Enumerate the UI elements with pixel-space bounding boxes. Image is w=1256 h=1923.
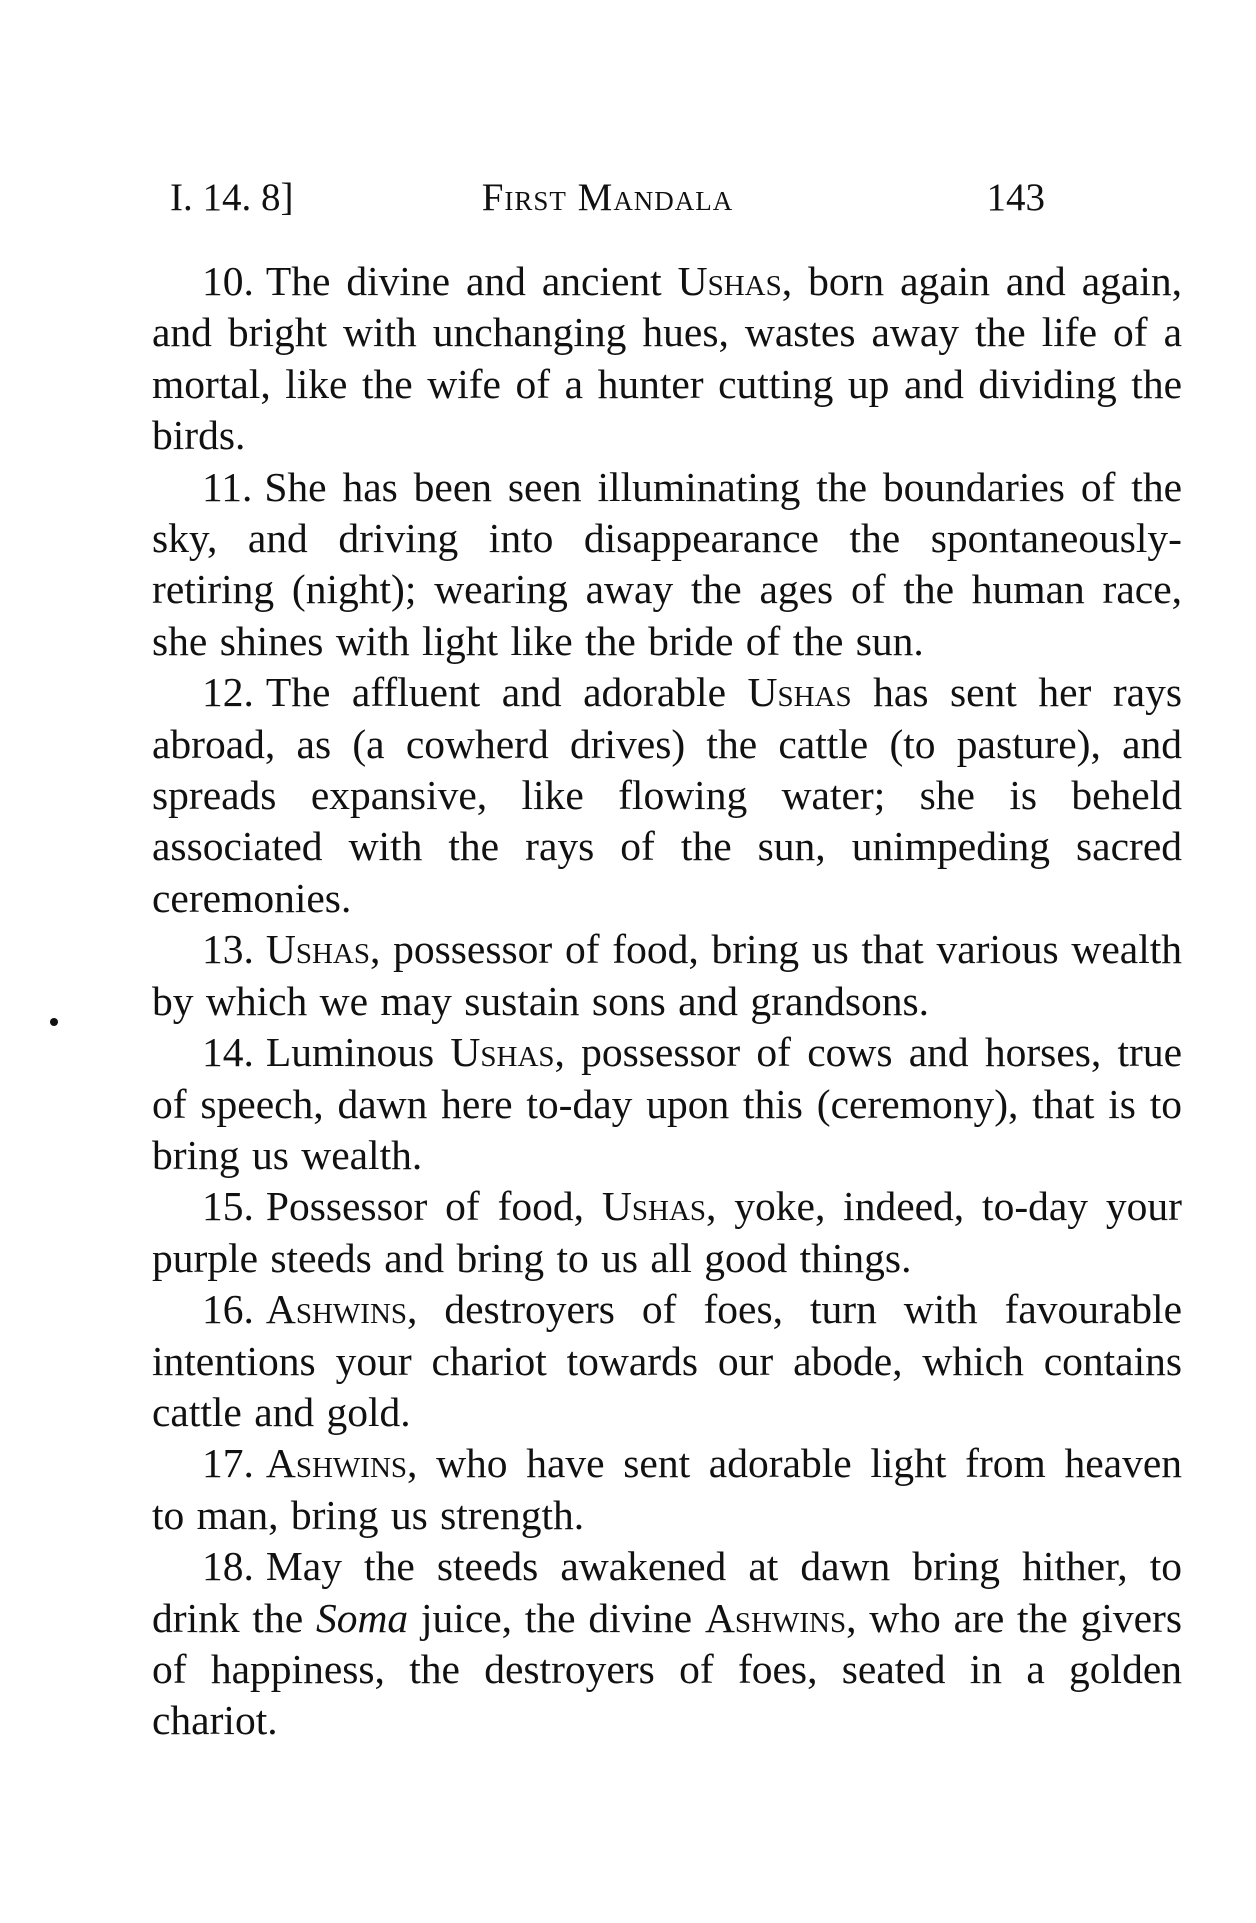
verse-paragraph: [152, 1284, 1182, 1438]
verse-number: 14.: [202, 1029, 254, 1076]
margin-dot: [50, 1018, 58, 1026]
verse-paragraph: [152, 667, 1182, 924]
chapter-reference: I. 14. 8]: [170, 176, 294, 219]
verse-text-block: [152, 256, 1182, 1747]
deity-name: Ushas: [450, 1029, 555, 1076]
verse-paragraph: [152, 1438, 1182, 1541]
verse-paragraph: [152, 256, 1182, 462]
deity-name: Ushas: [677, 258, 782, 304]
verse-text: Possessor of food,: [265, 1183, 602, 1230]
verse-number: 16.: [202, 1286, 254, 1333]
deity-name: Ashwins: [265, 1440, 408, 1487]
verse-paragraph: [152, 1541, 1182, 1747]
verse-number: 13.: [202, 926, 254, 973]
verse-number: 12.: [202, 669, 254, 716]
verse-text: May the steeds awakened at dawn bring hither, to drink the: [152, 1543, 1182, 1641]
verse-number: 18.: [202, 1543, 254, 1590]
verse-text: juice, the divine: [408, 1594, 705, 1641]
verse-paragraph: [152, 1181, 1182, 1284]
verse-text: , who have sent adorable light from heaven to man, bring us strength.: [152, 1440, 1182, 1538]
verse-number: 10.: [202, 258, 254, 304]
deity-name: Ashwins: [704, 1594, 847, 1641]
italic-term: Soma: [315, 1594, 409, 1641]
verse-text: The divine and ancient: [265, 258, 678, 304]
verse-text: , destroyers of foes, turn with favourable intentions your chariot towards our abode, which contains cattle and gold.: [152, 1286, 1182, 1435]
verse-number: 15.: [202, 1183, 254, 1230]
deity-name: Ashwins: [265, 1286, 408, 1333]
verse-text: , who are the givers of happiness, the destroyers of foes, seated in a golden chariot.: [152, 1594, 1182, 1744]
running-head: [170, 168, 1045, 228]
verse-text: Luminous: [265, 1029, 451, 1076]
verse-paragraph: [152, 462, 1182, 668]
verse-text: , yoke, indeed, to-day your purple steeds and bring to us all good things.: [152, 1183, 1182, 1281]
verse-paragraph: [152, 1027, 1182, 1181]
running-title: First Mandala: [481, 176, 734, 219]
verse-number: 11.: [202, 463, 253, 510]
verse-text: , possessor of cows and horses, true of speech, dawn here to-day upon this (ceremony), that is to bring us wealth.: [152, 1029, 1182, 1178]
deity-name: Ushas: [265, 926, 370, 973]
page-number: 143: [986, 176, 1045, 219]
verse-text: , born again and again, and bright with unchanging hues, wastes away the life of a mortal, like the wife of a hunter cutting up and dividing the birds.: [152, 258, 1182, 459]
deity-name: Ushas: [601, 1183, 707, 1230]
verse-text: has sent her rays abroad, as (a cowherd drives) the cattle (to pasture), and spreads expansive, like flowing water; she is beheld associated with the rays of the sun, unimpeding sacred ceremonies.: [152, 669, 1182, 921]
verse-text: The affluent and adorable: [265, 669, 748, 716]
verse-number: 17.: [202, 1440, 254, 1487]
verse-text: She has been seen illuminating the boundaries of the sky, and driving into disappearance the spontaneously-retiring (night); wearing away the ages of the human race, she shines with light like the bride of the sun.: [152, 463, 1182, 664]
deity-name: Ushas: [747, 669, 852, 716]
verse-text: , possessor of food, bring us that various wealth by which we may sustain sons and grandsons.: [152, 926, 1182, 1024]
verse-paragraph: [152, 924, 1182, 1027]
